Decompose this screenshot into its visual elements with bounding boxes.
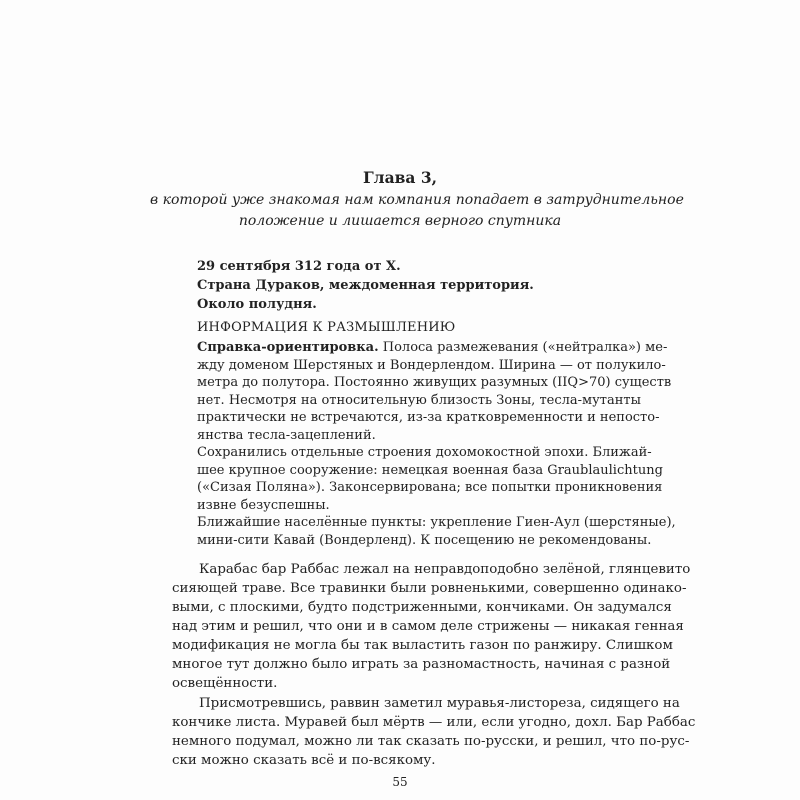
info-line: жду доменом Шерстяных и Вондерлендом. Ширина — от полукило- bbox=[197, 357, 666, 373]
info-line: («Сизая Поляна»). Законсервирована; все попытки проникновения bbox=[197, 480, 663, 495]
dateline-place: Страна Дураков, междоменная территория. bbox=[197, 278, 534, 293]
body-line: выми, с плоскими, будто подстриженными, кончиками. Он задумался bbox=[172, 600, 672, 615]
info-reference-block bbox=[197, 339, 676, 549]
body-line: над этим и решил, что они и в самом деле стрижены — никакая генная bbox=[172, 619, 684, 634]
body-line: Присмотревшись, раввин заметил муравья-листореза, сидящего на bbox=[199, 696, 680, 711]
info-line: практически не встречаются, из-за кратковременности и непосто- bbox=[197, 410, 660, 425]
chapter-subtitle-line: в которой уже знакомая нам компания попадает в затруднительное bbox=[150, 192, 684, 208]
body-line: кончике листа. Муравей был мёртв — или, если угодно, дохл. Бар Раббас bbox=[172, 715, 696, 730]
dateline-date: 29 сентября 312 года от Х. bbox=[197, 259, 401, 274]
dateline bbox=[197, 257, 603, 314]
page-number: 55 bbox=[392, 775, 408, 789]
body-paragraph-2 bbox=[172, 694, 696, 770]
body-line: ски можно сказать всё и по-всякому. bbox=[172, 753, 436, 768]
body-line: многое тут должно было играть за разномастность, начиная с разной bbox=[172, 657, 671, 672]
body-line: освещённости. bbox=[172, 676, 278, 691]
info-line bbox=[197, 339, 668, 357]
info-line: нет. Несмотря на относительную близость Зоны, тесла-мутанты bbox=[197, 392, 641, 408]
chapter-title: Глава 3, bbox=[362, 168, 438, 187]
info-heading: ИНФОРМАЦИЯ К РАЗМЫШЛЕНИЮ bbox=[197, 320, 456, 335]
info-line: шее крупное сооружение: немецкая военная база Graublaulichtung bbox=[197, 462, 663, 478]
info-line-text: Полоса размежевания («нейтралка») ме- bbox=[378, 340, 668, 355]
body-line: немного подумал, можно ли так сказать по-русски, и решил, что по-рус- bbox=[172, 734, 690, 749]
info-line: метра до полутора. Постоянно живущих разумных (IIQ>70) существ bbox=[197, 375, 672, 390]
info-line: извне безуспешны. bbox=[197, 497, 330, 513]
info-line: Ближайшие населённые пункты: укрепление Гиен-Аул (шерстяные), bbox=[197, 515, 676, 530]
body-line: Карабас бар Раббас лежал на неправдоподобно зелёной, глянцевито bbox=[199, 562, 691, 577]
info-line: мини-сити Кавай (Вондерленд). К посещению не рекомендованы. bbox=[197, 532, 652, 548]
body-paragraph-1 bbox=[172, 560, 691, 693]
chapter-subtitle-line: положение и лишается верного спутника bbox=[238, 213, 562, 229]
info-line: янства тесла-зацеплений. bbox=[197, 427, 376, 443]
dateline-time: Около полудня. bbox=[197, 297, 317, 312]
body-line: модификация не могла бы так выластить газон по ранжиру. Слишком bbox=[172, 638, 673, 653]
chapter-subtitle bbox=[150, 190, 684, 232]
info-line: Сохранились отдельные строения дохомокостной эпохи. Ближай- bbox=[197, 445, 652, 460]
info-lead-bold: Справка-ориентировка. bbox=[197, 340, 379, 355]
body-line: сияющей траве. Все травинки были ровненькими, совершенно одинако- bbox=[172, 581, 687, 596]
